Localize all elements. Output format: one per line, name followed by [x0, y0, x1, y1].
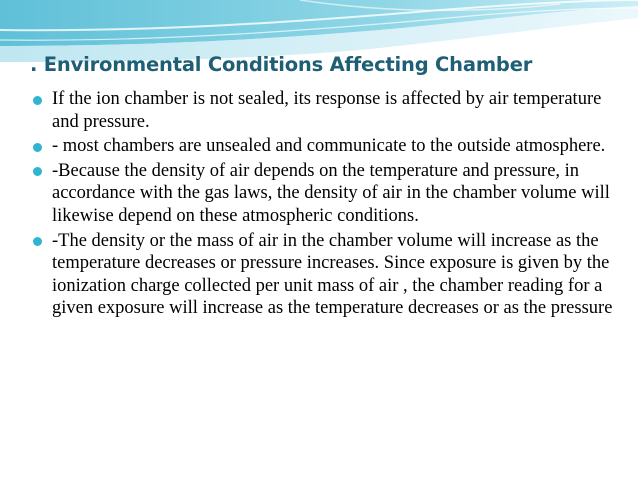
bullet-text: - most chambers are unsealed and communicate to the outside atmosphere.: [52, 136, 606, 157]
list-item: [33, 160, 613, 228]
slide-title: . Environmental Conditions Affecting Chamber: [30, 53, 533, 76]
bullet-list: [33, 88, 613, 322]
bullet-dot-icon: [33, 237, 42, 246]
bullet-dot-icon: [33, 143, 42, 152]
bullet-text: -Because the density of air depends on the temperature and pressure, in accordance with the gas laws, the density of air in the chamber volume will likewise depend on these atmospheric conditions.: [52, 160, 610, 226]
list-item: [33, 230, 613, 320]
bullet-dot-icon: [33, 167, 42, 176]
bullet-text: -The density or the mass of air in the chamber volume will increase as the temperature decreases or pressure increases. Since exposure is given by the ionization charge collected per unit mass of air , the chamber reading for a given exposure will increase as the temperature decreases or as the pressure: [52, 230, 613, 319]
list-item: [33, 135, 613, 158]
bullet-dot-icon: [33, 96, 42, 105]
list-item: [33, 88, 613, 133]
bullet-text: If the ion chamber is not sealed, its response is affected by air temperature and pressure.: [52, 89, 602, 132]
